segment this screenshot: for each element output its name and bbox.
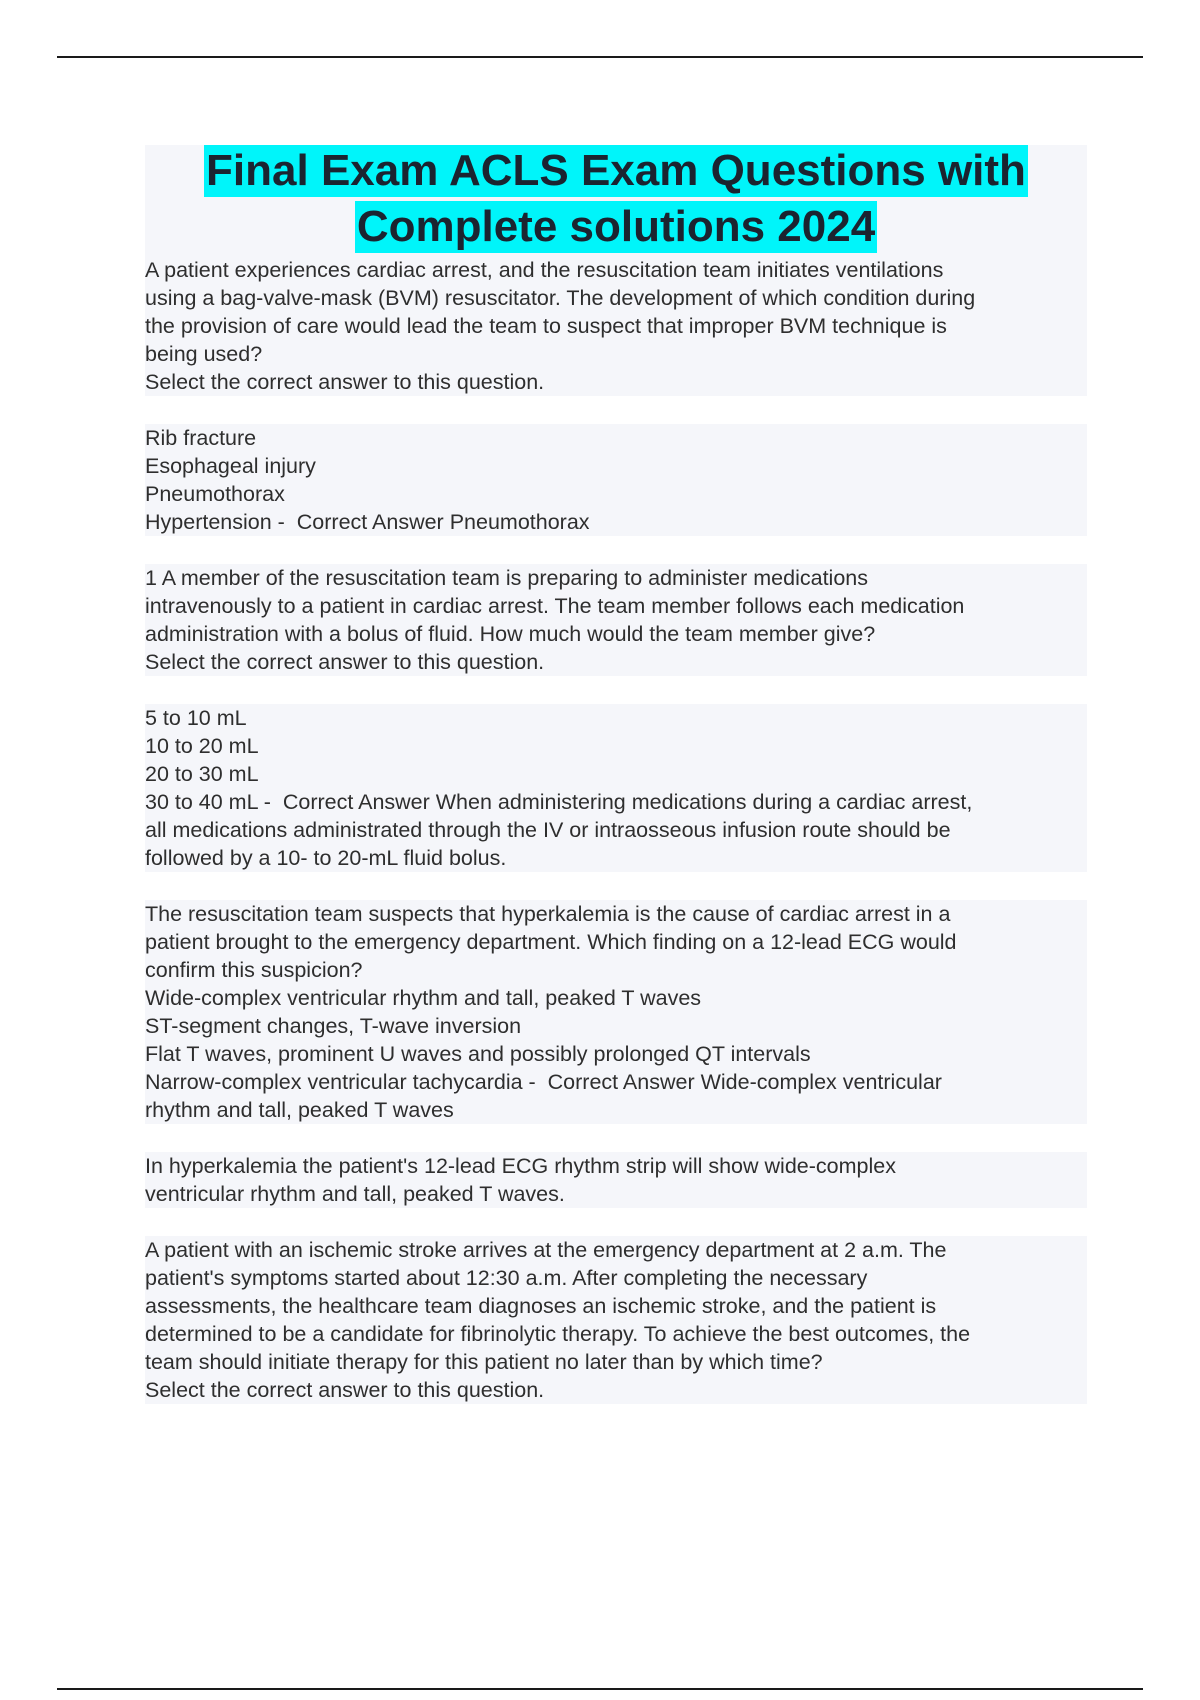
answer-option: 5 to 10 mL (145, 704, 1087, 732)
answer-option: Rib fracture (145, 424, 1087, 452)
explanation-line: In hyperkalemia the patient's 12-lead ECG rhythm strip will show wide-complex (145, 1152, 1087, 1180)
question-text-line: patient's symptoms started about 12:30 a.m. After completing the necessary (145, 1264, 1087, 1292)
answer-option: 20 to 30 mL (145, 760, 1087, 788)
question-3 (145, 900, 1087, 1208)
answer-option: Pneumothorax (145, 480, 1087, 508)
question-instruction: Select the correct answer to this question. (145, 648, 1087, 676)
question-1 (145, 256, 1087, 536)
question-4 (145, 1236, 1087, 1404)
question-text-line: The resuscitation team suspects that hyperkalemia is the cause of cardiac arrest in a (145, 900, 1087, 928)
correct-answer-text: all medications administrated through the IV or intraosseous infusion route should be (145, 816, 1087, 844)
question-text-line: A patient experiences cardiac arrest, and the resuscitation team initiates ventilations (145, 256, 1087, 284)
spacer (145, 1124, 1087, 1152)
question-instruction: Select the correct answer to this question. (145, 368, 1087, 396)
question-instruction: Select the correct answer to this question. (145, 1376, 1087, 1404)
answer-option: Flat T waves, prominent U waves and possibly prolonged QT intervals (145, 1040, 1087, 1068)
answer-option: ST-segment changes, T-wave inversion (145, 1012, 1087, 1040)
question-text-line: 1 A member of the resuscitation team is preparing to administer medications (145, 564, 1087, 592)
spacer (145, 676, 1087, 704)
question-text-line: A patient with an ischemic stroke arrives at the emergency department at 2 a.m. The (145, 1236, 1087, 1264)
spacer (145, 1208, 1087, 1236)
spacer (145, 396, 1087, 424)
question-text-line: using a bag-valve-mask (BVM) resuscitator. The development of which condition during (145, 284, 1087, 312)
header-rule (57, 56, 1143, 58)
answer-option-with-correct-answer: 30 to 40 mL - Correct Answer When administering medications during a cardiac arrest, (145, 788, 1087, 816)
answer-option: Wide-complex ventricular rhythm and tall, peaked T waves (145, 984, 1087, 1012)
document-title (145, 145, 1087, 257)
answer-option: 10 to 20 mL (145, 732, 1087, 760)
spacer (145, 536, 1087, 564)
correct-answer-text: rhythm and tall, peaked T waves (145, 1096, 1087, 1124)
question-text-line: patient brought to the emergency department. Which finding on a 12-lead ECG would (145, 928, 1087, 956)
footer-rule (57, 1688, 1143, 1690)
question-text-line: administration with a bolus of fluid. How much would the team member give? (145, 620, 1087, 648)
question-text-line: determined to be a candidate for fibrinolytic therapy. To achieve the best outcomes, the (145, 1320, 1087, 1348)
question-text-line: intravenously to a patient in cardiac arrest. The team member follows each medication (145, 592, 1087, 620)
question-text-line: team should initiate therapy for this patient no later than by which time? (145, 1348, 1087, 1376)
answer-option: Esophageal injury (145, 452, 1087, 480)
explanation-line: ventricular rhythm and tall, peaked T waves. (145, 1180, 1087, 1208)
title-line-1: Final Exam ACLS Exam Questions with (206, 146, 1026, 195)
spacer (145, 872, 1087, 900)
question-text-line: the provision of care would lead the team to suspect that improper BVM technique is (145, 312, 1087, 340)
question-text-line: confirm this suspicion? (145, 956, 1087, 984)
title-line-2: Complete solutions 2024 (356, 202, 876, 251)
correct-answer-text: followed by a 10- to 20-mL fluid bolus. (145, 844, 1087, 872)
question-2 (145, 564, 1087, 872)
question-text-line: assessments, the healthcare team diagnoses an ischemic stroke, and the patient is (145, 1292, 1087, 1320)
answer-option-with-correct-answer: Hypertension - Correct Answer Pneumothorax (145, 508, 1087, 536)
question-text-line: being used? (145, 340, 1087, 368)
answer-option-with-correct-answer: Narrow-complex ventricular tachycardia - Correct Answer Wide-complex ventricular (145, 1068, 1087, 1096)
document-body (145, 256, 1087, 1404)
